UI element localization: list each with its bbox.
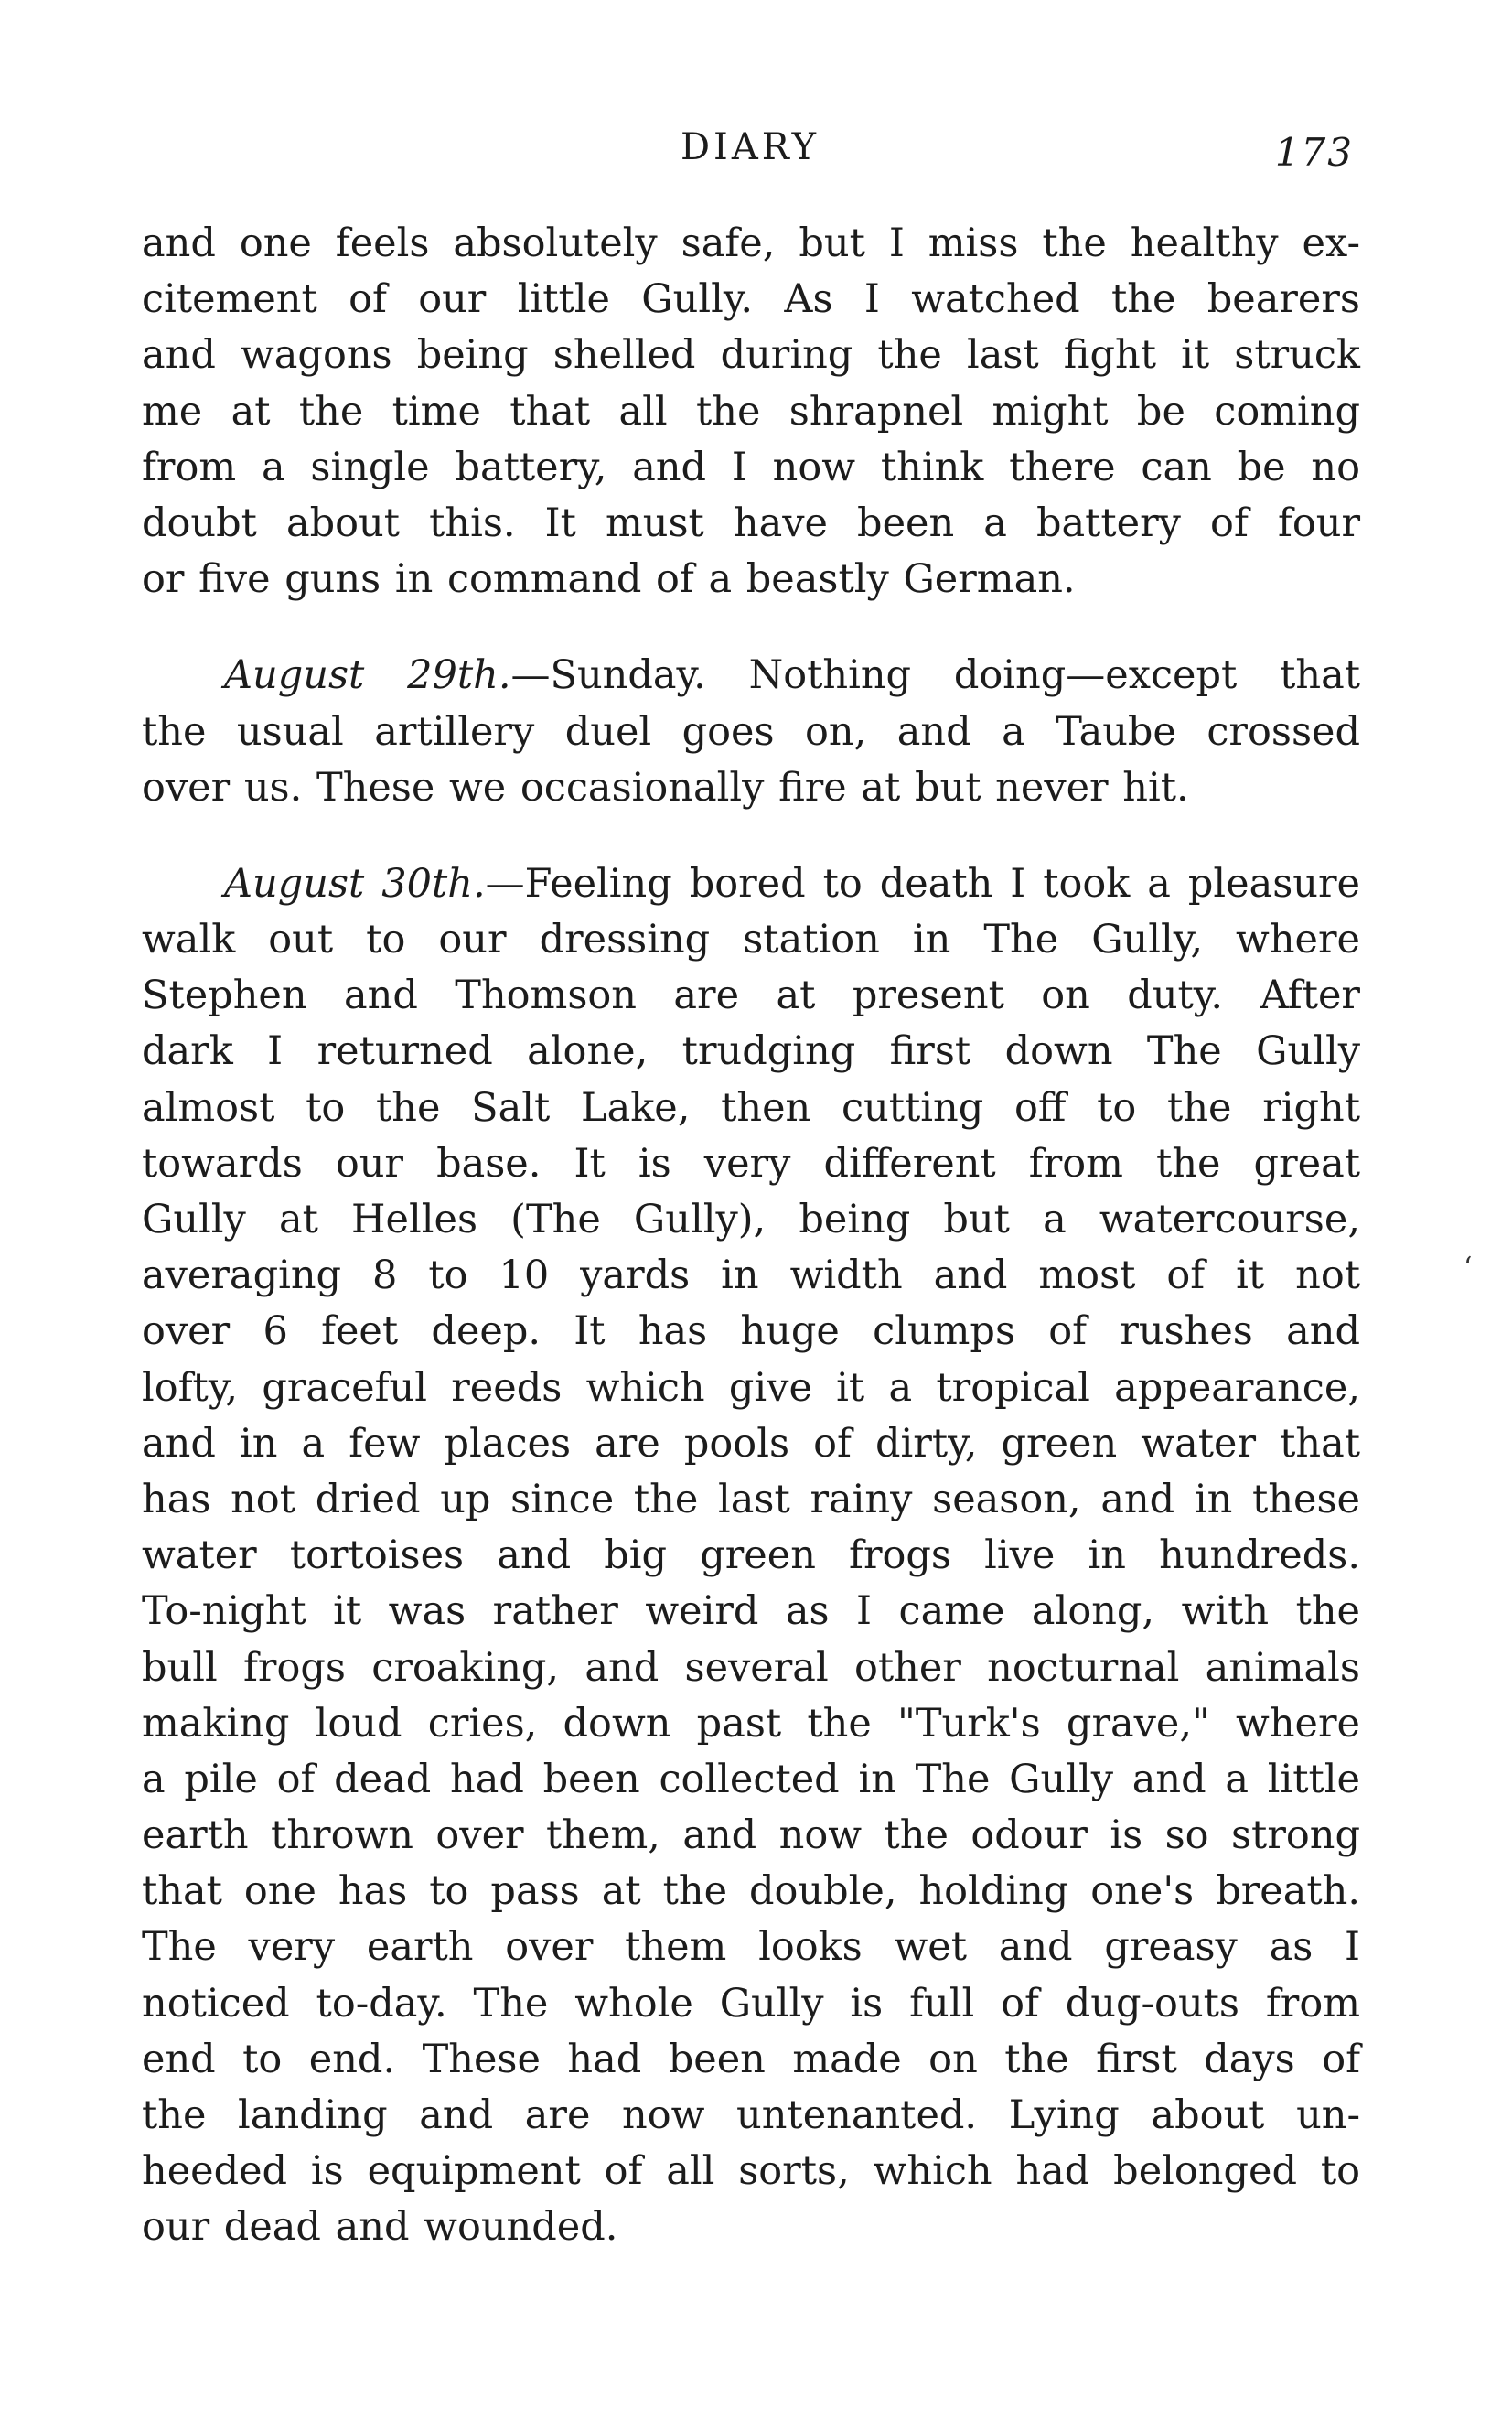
page-header — [137, 126, 1363, 181]
stray-ink-mark: ‘ — [1464, 1252, 1473, 1284]
text-line: making loud cries, down past the "Turk's grave," where — [142, 1700, 1360, 1747]
text-line: towards our base. It is very different from the great — [142, 1140, 1360, 1187]
text-line: almost to the Salt Lake, then cutting off to the right — [142, 1084, 1360, 1131]
text-line — [142, 648, 1360, 704]
text-line: end to end. These had been made on the first days of — [142, 2036, 1360, 2082]
text-line: over 6 feet deep. It has huge clumps of rushes and — [142, 1308, 1360, 1355]
text-line: walk out to our dressing station in The Gully, where — [142, 917, 1360, 963]
paragraph-august-29 — [142, 648, 1360, 816]
text-line: the usual artillery duel goes on, and a Taube crossed — [142, 708, 1360, 755]
text-line: and wagons being shelled during the last fight it struck — [142, 332, 1360, 379]
text-line: dark I returned alone, trudging first down The Gully — [142, 1028, 1360, 1075]
text-line: heeded is equipment of all sorts, which had belonged to — [142, 2148, 1360, 2195]
text-line: or five guns in command of a beastly German. — [142, 556, 1076, 603]
text-line: over us. These we occasionally fire at but never hit. — [142, 764, 1189, 811]
text-line-rest: —Sunday. Nothing doing—except that — [510, 652, 1360, 699]
text-line: and in a few places are pools of dirty, green water that — [142, 1420, 1360, 1467]
body-text — [142, 216, 1360, 2256]
text-line: a pile of dead had been collected in The Gully and a little — [142, 1756, 1360, 1802]
text-line: Gully at Helles (The Gully), being but a watercourse, — [142, 1197, 1360, 1242]
text-line: water tortoises and big green frogs live in hundreds. — [142, 1532, 1360, 1579]
running-head: DIARY — [680, 126, 820, 168]
text-line — [142, 856, 1360, 912]
text-line: doubt about this. It must have been a battery of four — [142, 500, 1360, 546]
paragraph-1 — [142, 216, 1360, 608]
text-line: from a single battery, and I now think there can be no — [142, 444, 1360, 490]
text-line: has not dried up since the last rainy season, and in these — [142, 1476, 1360, 1522]
text-line: me at the time that all the shrapnel might be coming — [142, 388, 1360, 435]
page-number: 173 — [1274, 130, 1354, 175]
paragraph-august-30 — [142, 856, 1360, 2256]
text-line: our dead and wounded. — [142, 2204, 618, 2251]
text-line: and one feels absolutely safe, but I miss the healthy ex- — [142, 220, 1360, 266]
text-line: bull frogs croaking, and several other nocturnal animals — [142, 1644, 1360, 1691]
text-line: The very earth over them looks wet and greasy as I — [142, 1924, 1360, 1971]
text-line: citement of our little Gully. As I watched the bearers — [142, 276, 1360, 323]
text-line: noticed to-day. The whole Gully is full of dug-outs from — [142, 1980, 1360, 2027]
text-line: that one has to pass at the double, holding one's breath. — [142, 1868, 1360, 1915]
text-line: the landing and are now untenanted. Lying about un- — [142, 2092, 1360, 2138]
text-line: earth thrown over them, and now the odour is so strong — [142, 1812, 1360, 1859]
entry-date: August 29th. — [224, 652, 511, 699]
entry-date: August 30th. — [224, 860, 486, 907]
text-line: lofty, graceful reeds which give it a tropical appearance, — [142, 1364, 1360, 1411]
text-line: Stephen and Thomson are at present on duty. After — [142, 973, 1360, 1019]
text-line-rest: —Feeling bored to death I took a pleasure — [485, 860, 1360, 907]
text-line: To-night it was rather weird as I came along, with the — [142, 1588, 1360, 1635]
text-line: averaging 8 to 10 yards in width and most of it not — [142, 1253, 1360, 1299]
